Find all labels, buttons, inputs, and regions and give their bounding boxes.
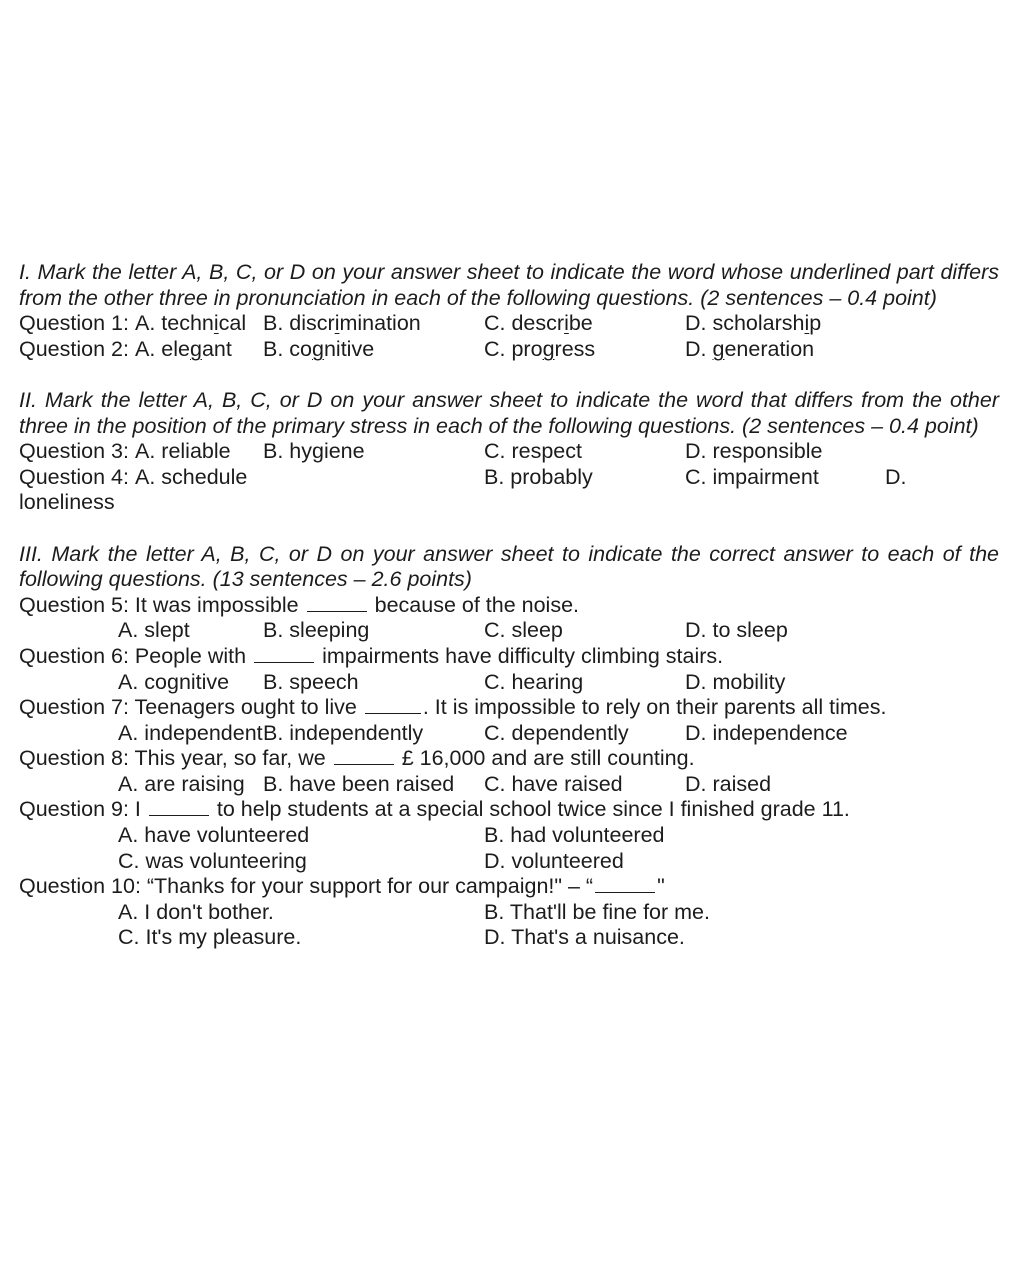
stem-text: " xyxy=(657,874,665,899)
answer-blank xyxy=(334,746,394,765)
option-b: B. independently xyxy=(263,720,424,745)
option-b: B. cognitive xyxy=(263,336,375,361)
option-d: D. raised xyxy=(685,771,772,796)
option-a: A. cognitive xyxy=(118,669,230,694)
question-10-stem xyxy=(19,874,1004,900)
question-10-options-row2 xyxy=(19,925,1004,951)
stem-text: Question 10: “Thanks for your support for our campaign!" – “ xyxy=(19,874,594,899)
question-1 xyxy=(19,311,1004,337)
question-3 xyxy=(19,439,1004,465)
option-c: C. sleep xyxy=(484,618,563,643)
option-c: C. impairment xyxy=(685,464,819,489)
question-6-options xyxy=(19,670,1004,696)
question-9-options-row2 xyxy=(19,849,1004,875)
section-3-heading: III. Mark the letter A, B, C, or D on your answer sheet to indicate the correct answer to each of the following questions. (13 sentences – 2.6 points) xyxy=(19,541,999,592)
option-b: B. speech xyxy=(263,669,359,694)
option-c: C. describe xyxy=(484,311,593,336)
stem-text: Question 5: It was impossible xyxy=(19,592,299,617)
answer-blank xyxy=(254,644,314,663)
stem-text: Question 8: This year, so far, we xyxy=(19,746,326,771)
stem-text: £ 16,000 and are still counting. xyxy=(401,746,695,771)
option-d-label: D. xyxy=(885,464,907,489)
option-a: A. independent xyxy=(118,720,263,745)
option-b: B. have been raised xyxy=(263,771,455,796)
stem-text: Question 7: Teenagers ought to live xyxy=(19,695,357,720)
question-label: Question 4: xyxy=(19,464,129,489)
option-c: C. respect xyxy=(484,439,582,464)
option-d: D. volunteered xyxy=(484,848,624,873)
option-d: D. generation xyxy=(685,336,815,361)
option-c: C. was volunteering xyxy=(118,848,307,873)
question-label: Question 2: xyxy=(19,336,129,361)
section-1-heading: I. Mark the letter A, B, C, or D on your answer sheet to indicate the word whose underlined part differs from the other three in pronunciation in each of the following questions. (2 sentences – 0.4 point) xyxy=(19,260,999,310)
spacer xyxy=(19,516,1004,542)
option-a: A. technical xyxy=(135,311,247,336)
stem-text: Question 6: People with xyxy=(19,643,247,668)
question-7-options xyxy=(19,721,1004,747)
option-b: B. probably xyxy=(484,464,593,489)
option-c: C. hearing xyxy=(484,669,584,694)
option-a: A. reliable xyxy=(135,439,231,464)
option-b: B. discrimination xyxy=(263,311,421,336)
question-7-stem xyxy=(19,695,1004,721)
option-d: D. scholarship xyxy=(685,311,822,336)
option-b: B. had volunteered xyxy=(484,823,665,848)
spacer xyxy=(19,362,1004,388)
answer-blank xyxy=(149,797,209,816)
question-4-wrap xyxy=(19,490,1004,516)
option-b: B. sleeping xyxy=(263,618,370,643)
option-d: D. to sleep xyxy=(685,618,788,643)
stem-text: to help students at a special school twice since I finished grade 11. xyxy=(216,797,850,822)
stem-text: . It is impossible to rely on their parents all times. xyxy=(422,695,887,720)
question-9-options-row1 xyxy=(19,823,1004,849)
stem-text: Question 9: I xyxy=(19,797,141,822)
option-d-text: loneliness xyxy=(19,490,115,515)
option-b: B. hygiene xyxy=(263,439,365,464)
question-label: Question 3: xyxy=(19,439,129,464)
question-label: Question 1: xyxy=(19,311,129,336)
section-2-heading: II. Mark the letter A, B, C, or D on your answer sheet to indicate the word that differs from the other three in the position of the primary stress in each of the following questions. (2 sentences – 0.4 point) xyxy=(19,387,999,438)
stem-text: impairments have difficulty climbing stairs. xyxy=(322,643,724,668)
option-d: D. mobility xyxy=(685,669,786,694)
option-a: A. slept xyxy=(118,618,190,643)
option-a: A. I don't bother. xyxy=(118,899,274,924)
option-a: A. elegant xyxy=(135,336,232,361)
option-a: A. schedule xyxy=(135,464,248,489)
question-10-options-row1 xyxy=(19,900,1004,926)
question-9-stem xyxy=(19,797,1004,823)
stem-text: because of the noise. xyxy=(374,592,580,617)
option-d: D. independence xyxy=(685,720,848,745)
question-5-options xyxy=(19,618,1004,644)
option-c: C. progress xyxy=(484,336,596,361)
answer-blank xyxy=(595,874,655,893)
option-a: A. are raising xyxy=(118,771,245,796)
exam-document xyxy=(19,260,1004,951)
option-d: D. responsible xyxy=(685,439,823,464)
option-c: C. have raised xyxy=(484,771,623,796)
option-d: D. That's a nuisance. xyxy=(484,925,685,950)
answer-blank xyxy=(307,593,367,612)
question-6-stem xyxy=(19,644,1004,670)
question-8-stem xyxy=(19,746,1004,772)
option-b: B. That'll be fine for me. xyxy=(484,899,710,924)
option-c: C. It's my pleasure. xyxy=(118,925,302,950)
question-8-options xyxy=(19,772,1004,798)
question-5-stem xyxy=(19,593,1004,619)
question-4 xyxy=(19,465,1004,491)
option-a: A. have volunteered xyxy=(118,823,310,848)
answer-blank xyxy=(365,695,421,714)
option-c: C. dependently xyxy=(484,720,629,745)
question-2 xyxy=(19,337,1004,363)
